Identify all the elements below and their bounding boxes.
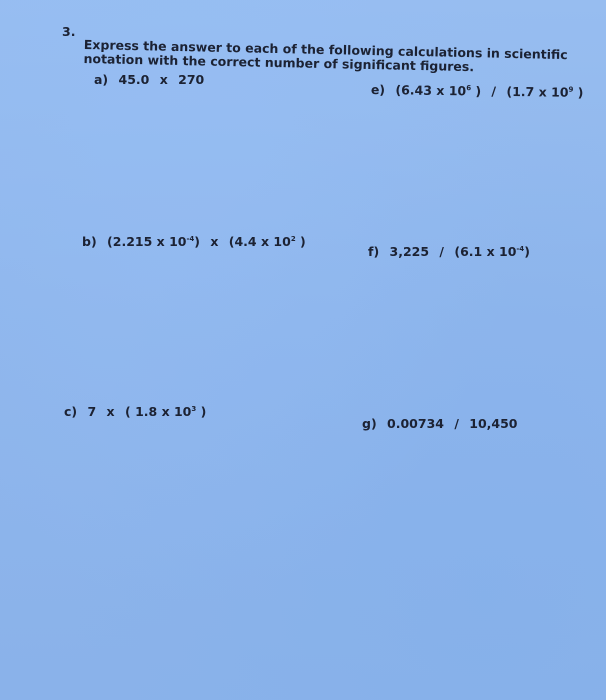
operator: x	[210, 234, 219, 249]
operator: x	[106, 404, 115, 419]
operand-left: 7	[87, 404, 97, 419]
problem-label: a)	[94, 72, 109, 87]
problem-c	[64, 404, 206, 419]
question-number: 3.	[62, 24, 76, 39]
operand-right: (1.7 x $10^9$ )	[506, 83, 584, 100]
problem-a	[94, 72, 204, 87]
operator: x	[159, 72, 168, 87]
operand-right: 270	[178, 72, 205, 87]
exponent: -4	[516, 244, 525, 253]
operand-left: (2.215 x $10^{-4}$)	[107, 234, 200, 249]
operator: /	[454, 416, 459, 431]
operand-right: (6.1 x $10^{-4}$)	[454, 244, 530, 259]
operand-left: 3,225	[389, 244, 430, 259]
exponent: 2	[290, 234, 296, 243]
operand-right: 10,450	[469, 416, 518, 431]
exponent: -4	[186, 234, 195, 243]
exponent: 9	[568, 85, 574, 94]
question-instructions: Express the answer to each of the following calculations in scientific notation with the correct number of significant figures.	[83, 37, 568, 75]
problem-label: b)	[82, 234, 97, 249]
problem-label: g)	[362, 416, 377, 431]
problem-e	[371, 82, 584, 100]
operand-left: 45.0	[118, 72, 150, 87]
operand-left: (6.43 x $10^6$ )	[395, 82, 482, 99]
problem-g	[362, 416, 518, 431]
problem-label: e)	[370, 82, 386, 98]
operand-left: 0.00734	[387, 416, 444, 431]
operand-right: (4.4 x $10^2$ )	[228, 234, 306, 249]
operand-right: ( 1.8 x $10^3$ )	[124, 404, 207, 419]
operator: /	[491, 83, 497, 99]
problem-b	[82, 234, 306, 249]
exponent: 6	[466, 84, 472, 93]
exponent: 3	[191, 404, 197, 413]
problem-label: f)	[368, 244, 380, 259]
problem-label: c)	[64, 404, 78, 419]
problem-f	[368, 244, 530, 259]
operator: /	[439, 244, 444, 259]
